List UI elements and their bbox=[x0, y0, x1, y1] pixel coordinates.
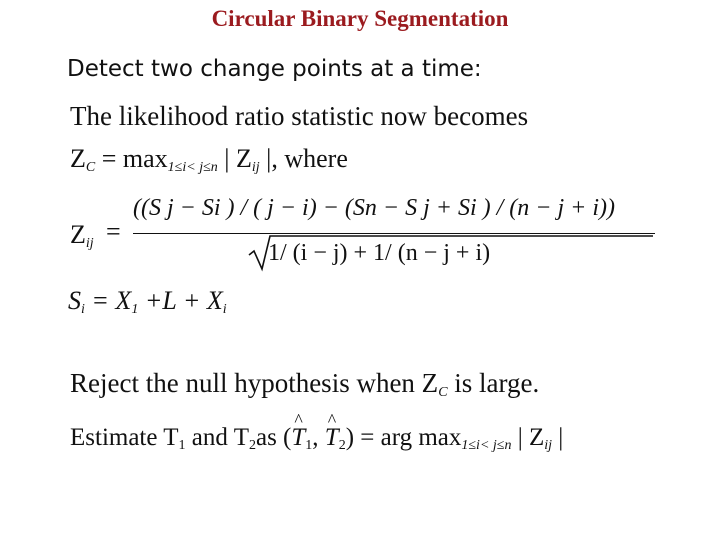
zij-lhs-sub: ij bbox=[85, 236, 94, 251]
zij-lhs-z: Z bbox=[70, 220, 86, 249]
estimate-text-b: and T bbox=[185, 424, 249, 451]
estimate-statement bbox=[70, 424, 563, 454]
that2-sub: 2 bbox=[338, 438, 346, 453]
estimate-text-a: Estimate T bbox=[70, 424, 179, 451]
s-lhs-sub: i bbox=[81, 302, 85, 317]
reject-statement bbox=[70, 368, 539, 401]
zij-lhs bbox=[70, 220, 94, 252]
estimate-comma: , bbox=[312, 424, 325, 451]
estimate-text-f: | bbox=[552, 424, 564, 451]
xi-sub: i bbox=[222, 302, 227, 317]
zc-rhs-tail: | Z bbox=[217, 144, 252, 173]
zc-lhs: Z bbox=[70, 144, 86, 173]
estimate-text-e: | Z bbox=[511, 424, 545, 451]
s-mid: +L + X bbox=[138, 286, 223, 315]
zij-numerator: ((S j − Si ) / ( j − i) − (Sn − S j + Si ) / (n − j + i)) bbox=[133, 195, 615, 221]
t2-hat: ^ T bbox=[325, 424, 339, 452]
estimate-zij-sub: ij bbox=[544, 438, 553, 453]
zc-equation bbox=[70, 144, 348, 176]
slide-subtitle: Detect two change points at a time: bbox=[67, 56, 482, 82]
t1-hat: ^ T bbox=[291, 424, 305, 452]
zc-rhs: = max bbox=[95, 144, 168, 173]
zc-rhs-end: |, where bbox=[259, 144, 348, 173]
t1-sub: 1 bbox=[178, 438, 186, 453]
s-equation bbox=[68, 286, 227, 318]
zc-max-sub: 1≤i< j≤n bbox=[167, 160, 218, 175]
zc-lhs-sub: C bbox=[85, 160, 96, 175]
x1-sub: 1 bbox=[131, 302, 139, 317]
s-lhs: S bbox=[68, 286, 81, 315]
zij-denominator: 1/ (i − j) + 1/ (n − j + i) bbox=[268, 240, 491, 266]
statistic-intro-text: The likelihood ratio statistic now becomes bbox=[70, 101, 529, 131]
zij-equals: = bbox=[106, 217, 121, 246]
that1-sub: 1 bbox=[305, 438, 313, 453]
estimate-text-d: ) = arg max bbox=[345, 424, 462, 451]
t2-sub: 2 bbox=[248, 438, 256, 453]
reject-text-b: is large. bbox=[447, 368, 540, 398]
slide-title: Circular Binary Segmentation bbox=[211, 6, 509, 31]
estimate-text-c: as ( bbox=[255, 424, 292, 451]
argmax-sub: 1≤i< j≤n bbox=[461, 438, 512, 453]
s-eq: = X bbox=[84, 286, 132, 315]
reject-zc-sub: C bbox=[438, 385, 448, 400]
zc-zij-sub: ij bbox=[251, 160, 260, 175]
reject-text-a: Reject the null hypothesis when Z bbox=[70, 368, 439, 398]
